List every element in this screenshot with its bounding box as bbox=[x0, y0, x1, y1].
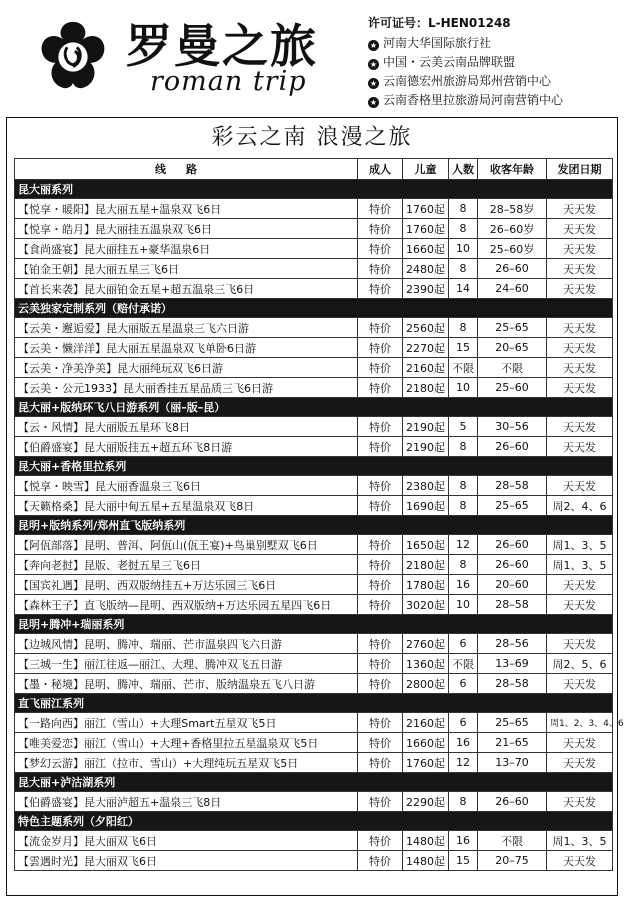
table-row bbox=[15, 199, 613, 219]
table-row bbox=[15, 831, 613, 851]
series-header-row bbox=[15, 180, 613, 199]
header-age: 收客年龄 bbox=[478, 159, 547, 180]
cell-people: 8 bbox=[449, 219, 478, 239]
cell-route: 【阿佤部落】昆明、普洱、阿佤山(佤王宴)+鸟巢别墅双飞6日 bbox=[15, 535, 358, 555]
cell-adult: 特价 bbox=[358, 219, 403, 239]
cell-adult: 特价 bbox=[358, 318, 403, 338]
table-row bbox=[15, 437, 613, 457]
cell-adult: 特价 bbox=[358, 575, 403, 595]
series-title: 昆大丽+香格里拉系列 bbox=[15, 457, 613, 476]
cell-people: 12 bbox=[449, 535, 478, 555]
cell-adult: 特价 bbox=[358, 713, 403, 733]
cell-departure: 天天发 bbox=[547, 338, 613, 358]
route-price-table bbox=[14, 158, 624, 871]
cell-adult: 特价 bbox=[358, 378, 403, 398]
cell-child: 2290起 bbox=[403, 792, 449, 812]
cell-adult: 特价 bbox=[358, 535, 403, 555]
cell-route: 【云美・懒洋洋】昆大丽五星温泉双飞单卧6日游 bbox=[15, 338, 358, 358]
header-route: 线路 bbox=[15, 159, 358, 180]
series-header-row bbox=[15, 694, 613, 713]
cell-adult: 特价 bbox=[358, 851, 403, 871]
cell-departure: 周1、2、3、4、6 bbox=[547, 713, 613, 733]
cell-departure: 天天发 bbox=[547, 219, 613, 239]
table-row bbox=[15, 555, 613, 575]
table-row bbox=[15, 279, 613, 299]
cell-departure: 天天发 bbox=[547, 733, 613, 753]
cell-child: 1480起 bbox=[403, 831, 449, 851]
cell-adult: 特价 bbox=[358, 338, 403, 358]
cell-adult: 特价 bbox=[358, 279, 403, 299]
cell-route: 【食尚盛宴】昆大丽挂五+豪华温泉6日 bbox=[15, 239, 358, 259]
brand-chinese-name: 罗曼之旅 bbox=[126, 19, 318, 73]
table-row bbox=[15, 733, 613, 753]
cell-child: 1780起 bbox=[403, 575, 449, 595]
affiliation-bullet-icon: ★ bbox=[369, 79, 378, 88]
cell-child: 2180起 bbox=[403, 555, 449, 575]
cell-departure: 天天发 bbox=[547, 575, 613, 595]
cell-child: 2800起 bbox=[403, 674, 449, 694]
cell-people: 16 bbox=[449, 575, 478, 595]
cell-departure: 周1、3、5 bbox=[547, 831, 613, 851]
cell-adult: 特价 bbox=[358, 753, 403, 773]
cell-departure: 天天发 bbox=[547, 792, 613, 812]
cell-adult: 特价 bbox=[358, 496, 403, 516]
cell-adult: 特价 bbox=[358, 634, 403, 654]
affiliation-item: ★ 云南德宏州旅游局郑州营销中心 bbox=[369, 74, 552, 88]
table-row bbox=[15, 654, 613, 674]
series-header-row bbox=[15, 299, 613, 318]
cell-age: 25–65 bbox=[478, 318, 547, 338]
table-row bbox=[15, 535, 613, 555]
series-header-row bbox=[15, 398, 613, 417]
table-row bbox=[15, 792, 613, 812]
cell-route: 【铂金王朝】昆大丽五星三飞6日 bbox=[15, 259, 358, 279]
cell-route: 【云美・邂逅爱】昆大丽版五星温泉三飞六日游 bbox=[15, 318, 358, 338]
cell-route: 【森林王子】直飞版纳—昆明、西双版纳+万达乐园五星四飞6日 bbox=[15, 595, 358, 615]
cell-adult: 特价 bbox=[358, 199, 403, 219]
cell-people: 8 bbox=[449, 199, 478, 219]
cell-route: 【伯爵盛宴】昆大丽版挂五+超五环飞8日游 bbox=[15, 437, 358, 457]
series-title: 昆明+版纳系列/郑州直飞版纳系列 bbox=[15, 516, 613, 535]
cell-departure: 天天发 bbox=[547, 199, 613, 219]
cell-age: 13–70 bbox=[478, 753, 547, 773]
table-row bbox=[15, 239, 613, 259]
series-title: 直飞丽江系列 bbox=[15, 694, 613, 713]
cell-people: 14 bbox=[449, 279, 478, 299]
cell-child: 1760起 bbox=[403, 199, 449, 219]
cell-age: 不限 bbox=[478, 358, 547, 378]
series-title: 昆大丽+版纳环飞八日游系列（丽–版–昆） bbox=[15, 398, 613, 417]
cell-route: 【边城风情】昆明、腾冲、瑞丽、芒市温泉四飞六日游 bbox=[15, 634, 358, 654]
cell-age: 26–60 bbox=[478, 437, 547, 457]
cell-child: 1760起 bbox=[403, 753, 449, 773]
cell-child: 1660起 bbox=[403, 733, 449, 753]
cell-child: 3020起 bbox=[403, 595, 449, 615]
table-row bbox=[15, 851, 613, 871]
cell-age: 24–60 bbox=[478, 279, 547, 299]
cell-age: 25–60岁 bbox=[478, 239, 547, 259]
table-row bbox=[15, 358, 613, 378]
affiliation-bullet-icon: ★ bbox=[369, 60, 378, 69]
cell-departure: 天天发 bbox=[547, 753, 613, 773]
cell-adult: 特价 bbox=[358, 792, 403, 812]
cell-people: 6 bbox=[449, 634, 478, 654]
table-header-row bbox=[15, 159, 613, 180]
cell-people: 不限 bbox=[449, 654, 478, 674]
table-row bbox=[15, 753, 613, 773]
header bbox=[0, 0, 624, 118]
cell-people: 10 bbox=[449, 239, 478, 259]
table-row bbox=[15, 595, 613, 615]
slogan: 彩云之南 浪漫之旅 bbox=[211, 125, 413, 150]
affiliation-item: ★ 中国・云美云南品牌联盟 bbox=[369, 55, 516, 69]
table-row bbox=[15, 417, 613, 437]
cell-route: 【悦享・暖阳】昆大丽五星+温泉双飞6日 bbox=[15, 199, 358, 219]
cell-child: 2560起 bbox=[403, 318, 449, 338]
cell-route: 【云美・净美净美】昆大丽纯玩双飞6日游 bbox=[15, 358, 358, 378]
cell-adult: 特价 bbox=[358, 831, 403, 851]
series-header-row bbox=[15, 457, 613, 476]
cell-people: 8 bbox=[449, 259, 478, 279]
brand-english-name: roman trip bbox=[150, 66, 307, 97]
table-row bbox=[15, 476, 613, 496]
cell-age: 28–58 bbox=[478, 476, 547, 496]
cell-child: 1360起 bbox=[403, 654, 449, 674]
series-title: 昆大丽系列 bbox=[15, 180, 613, 199]
cell-child: 2390起 bbox=[403, 279, 449, 299]
cell-route: 【云・风情】昆大丽版五星环飞8日 bbox=[15, 417, 358, 437]
cell-route: 【雲遇时光】昆大丽双飞6日 bbox=[15, 851, 358, 871]
affiliation-item: ★ 云南香格里拉旅游局河南营销中心 bbox=[369, 93, 564, 107]
cell-child: 1650起 bbox=[403, 535, 449, 555]
cell-people: 15 bbox=[449, 338, 478, 358]
cell-route: 【唯美爱恋】丽江（雪山）+大理+香格里拉五星温泉双飞5日 bbox=[15, 733, 358, 753]
cell-route: 【天籁格桑】昆大丽中甸五星+五星温泉双飞8日 bbox=[15, 496, 358, 516]
cell-route: 【梦幻云游】丽江（拉市、雪山）+大理纯玩五星双飞5日 bbox=[15, 753, 358, 773]
cell-departure: 天天发 bbox=[547, 851, 613, 871]
cell-child: 2760起 bbox=[403, 634, 449, 654]
table-row bbox=[15, 259, 613, 279]
cell-departure: 天天发 bbox=[547, 318, 613, 338]
table-row bbox=[15, 713, 613, 733]
header-adult: 成人 bbox=[358, 159, 403, 180]
cell-people: 8 bbox=[449, 318, 478, 338]
cell-route: 【一路向西】丽江（雪山）+大理Smart五星双飞5日 bbox=[15, 713, 358, 733]
header-child: 儿童 bbox=[403, 159, 449, 180]
cell-adult: 特价 bbox=[358, 259, 403, 279]
affiliation-item: ★ 河南大华国际旅行社 bbox=[369, 36, 492, 50]
cell-route: 【墨・秘境】昆明、腾冲、瑞丽、芒市、版纳温泉五飞八日游 bbox=[15, 674, 358, 694]
cell-departure: 天天发 bbox=[547, 417, 613, 437]
header-people: 人数 bbox=[449, 159, 478, 180]
cell-child: 2160起 bbox=[403, 358, 449, 378]
cell-age: 20–60 bbox=[478, 575, 547, 595]
series-header-row bbox=[15, 812, 613, 831]
cell-people: 16 bbox=[449, 831, 478, 851]
cell-adult: 特价 bbox=[358, 476, 403, 496]
series-title: 云美独家定制系列（赔付承诺） bbox=[15, 299, 613, 318]
cell-people: 16 bbox=[449, 733, 478, 753]
series-title: 昆明+腾冲+瑞丽系列 bbox=[15, 615, 613, 634]
cell-age: 28–58 bbox=[478, 674, 547, 694]
table-row bbox=[15, 318, 613, 338]
cell-age: 25–65 bbox=[478, 496, 547, 516]
cell-people: 5 bbox=[449, 417, 478, 437]
series-header-row bbox=[15, 615, 613, 634]
table-row bbox=[15, 378, 613, 398]
affiliation-bullet-icon: ★ bbox=[369, 41, 378, 50]
cell-adult: 特价 bbox=[358, 239, 403, 259]
cell-route: 【悦享・映雪】昆大丽香温泉三飞6日 bbox=[15, 476, 358, 496]
cell-age: 30–56 bbox=[478, 417, 547, 437]
cell-adult: 特价 bbox=[358, 595, 403, 615]
cell-departure: 天天发 bbox=[547, 437, 613, 457]
cell-route: 【国宾礼遇】昆明、西双版纳挂五+万达乐园三飞6日 bbox=[15, 575, 358, 595]
cell-people: 12 bbox=[449, 753, 478, 773]
cell-age: 28–58岁 bbox=[478, 199, 547, 219]
cell-route: 【悦享・皓月】昆大丽挂五温泉双飞6日 bbox=[15, 219, 358, 239]
cell-adult: 特价 bbox=[358, 674, 403, 694]
cell-route: 【伯爵盛宴】昆大丽泸超五+温泉三飞8日 bbox=[15, 792, 358, 812]
flower-logo-icon bbox=[34, 18, 112, 96]
cell-age: 26–60 bbox=[478, 535, 547, 555]
cell-age: 25–60 bbox=[478, 378, 547, 398]
cell-route: 【奔向老挝】昆版、老挝五星三飞6日 bbox=[15, 555, 358, 575]
cell-departure: 天天发 bbox=[547, 476, 613, 496]
cell-departure: 天天发 bbox=[547, 239, 613, 259]
cell-age: 28–58 bbox=[478, 595, 547, 615]
cell-age: 26–60 bbox=[478, 555, 547, 575]
cell-child: 2190起 bbox=[403, 417, 449, 437]
cell-child: 2160起 bbox=[403, 713, 449, 733]
cell-departure: 天天发 bbox=[547, 595, 613, 615]
cell-departure: 周1、3、5 bbox=[547, 555, 613, 575]
table-row bbox=[15, 219, 613, 239]
cell-adult: 特价 bbox=[358, 358, 403, 378]
cell-people: 10 bbox=[449, 378, 478, 398]
license-number: 许可证号：L-HEN01248 bbox=[368, 16, 511, 30]
cell-child: 2380起 bbox=[403, 476, 449, 496]
cell-route: 【首长来袭】昆大丽铂金五星+超五温泉三飞6日 bbox=[15, 279, 358, 299]
cell-route: 【流金岁月】昆大丽双飞6日 bbox=[15, 831, 358, 851]
series-header-row bbox=[15, 773, 613, 792]
affiliation-bullet-icon: ★ bbox=[369, 98, 378, 107]
cell-departure: 天天发 bbox=[547, 279, 613, 299]
cell-departure: 天天发 bbox=[547, 358, 613, 378]
cell-age: 20–65 bbox=[478, 338, 547, 358]
series-header-row bbox=[15, 516, 613, 535]
cell-people: 10 bbox=[449, 595, 478, 615]
table-body bbox=[15, 180, 624, 871]
cell-child: 1480起 bbox=[403, 851, 449, 871]
cell-age: 25–65 bbox=[478, 713, 547, 733]
table-row bbox=[15, 634, 613, 654]
cell-age: 21–65 bbox=[478, 733, 547, 753]
cell-people: 8 bbox=[449, 437, 478, 457]
header-departure: 发团日期 bbox=[547, 159, 613, 180]
cell-departure: 天天发 bbox=[547, 378, 613, 398]
cell-people: 8 bbox=[449, 555, 478, 575]
cell-departure: 周2、5、6 bbox=[547, 654, 613, 674]
cell-departure: 天天发 bbox=[547, 674, 613, 694]
cell-age: 13–69 bbox=[478, 654, 547, 674]
cell-adult: 特价 bbox=[358, 437, 403, 457]
cell-people: 8 bbox=[449, 476, 478, 496]
cell-people: 8 bbox=[449, 792, 478, 812]
series-title: 特色主题系列（夕阳红） bbox=[15, 812, 613, 831]
cell-departure: 天天发 bbox=[547, 259, 613, 279]
cell-child: 2270起 bbox=[403, 338, 449, 358]
cell-age: 20–75 bbox=[478, 851, 547, 871]
table-row bbox=[15, 496, 613, 516]
cell-child: 1660起 bbox=[403, 239, 449, 259]
cell-people: 6 bbox=[449, 674, 478, 694]
cell-departure: 天天发 bbox=[547, 634, 613, 654]
table-row bbox=[15, 674, 613, 694]
cell-people: 6 bbox=[449, 713, 478, 733]
cell-age: 28–56 bbox=[478, 634, 547, 654]
cell-age: 26–60岁 bbox=[478, 219, 547, 239]
cell-departure: 周1、3、5 bbox=[547, 535, 613, 555]
table-row bbox=[15, 575, 613, 595]
cell-route: 【云美・公元1933】昆大丽香挂五星品质三飞6日游 bbox=[15, 378, 358, 398]
cell-age: 不限 bbox=[478, 831, 547, 851]
cell-child: 1690起 bbox=[403, 496, 449, 516]
cell-route: 【三城一生】丽江往返—丽江、大理、腾冲双飞五日游 bbox=[15, 654, 358, 674]
cell-age: 26–60 bbox=[478, 792, 547, 812]
cell-child: 2180起 bbox=[403, 378, 449, 398]
cell-adult: 特价 bbox=[358, 555, 403, 575]
cell-child: 2190起 bbox=[403, 437, 449, 457]
cell-child: 2480起 bbox=[403, 259, 449, 279]
table-row bbox=[15, 338, 613, 358]
cell-people: 不限 bbox=[449, 358, 478, 378]
cell-child: 1760起 bbox=[403, 219, 449, 239]
cell-adult: 特价 bbox=[358, 733, 403, 753]
cell-adult: 特价 bbox=[358, 654, 403, 674]
cell-people: 15 bbox=[449, 851, 478, 871]
cell-adult: 特价 bbox=[358, 417, 403, 437]
cell-people: 8 bbox=[449, 496, 478, 516]
cell-departure: 周2、4、6 bbox=[547, 496, 613, 516]
series-title: 昆大丽+泸沽湖系列 bbox=[15, 773, 613, 792]
cell-age: 26–60 bbox=[478, 259, 547, 279]
